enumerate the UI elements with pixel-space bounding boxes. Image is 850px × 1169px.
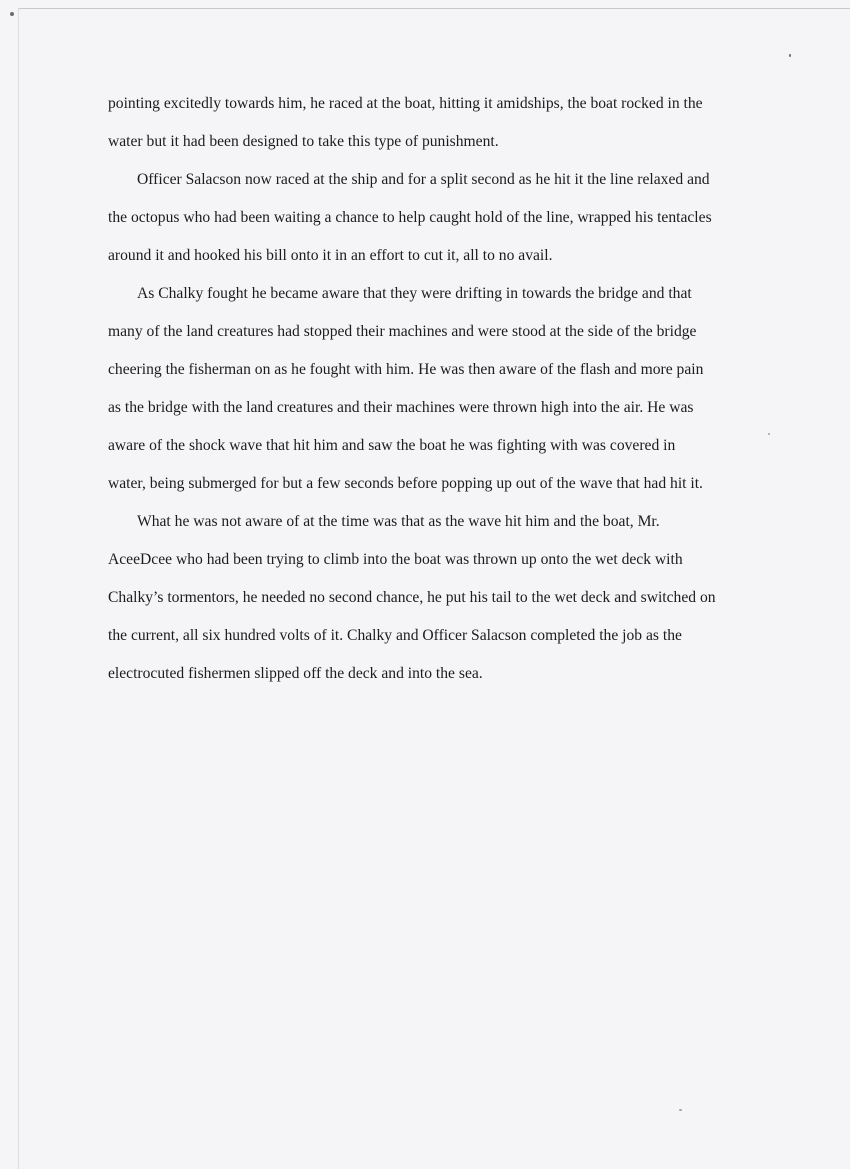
- text-line: water, being submerged for but a few seconds before popping up out of the wave that had hit it.: [108, 475, 703, 492]
- text-line: water but it had been designed to take this type of punishment.: [108, 133, 499, 150]
- paragraph-start-line: As Chalky fought he became aware that they were drifting in towards the bridge and that: [137, 285, 692, 302]
- scan-speck: [789, 54, 791, 57]
- text-line: as the bridge with the land creatures and their machines were thrown high into the air. He was: [108, 399, 694, 416]
- page-top-edge: [18, 8, 850, 9]
- text-line: electrocuted fishermen slipped off the deck and into the sea.: [108, 665, 483, 682]
- paragraph-start-line: Officer Salacson now raced at the ship and for a split second as he hit it the line relaxed and: [137, 171, 710, 188]
- text-line: the current, all six hundred volts of it. Chalky and Officer Salacson completed the job as the: [108, 627, 682, 644]
- document-body: [108, 85, 758, 693]
- text-line: Chalky’s tormentors, he needed no second chance, he put his tail to the wet deck and switched on: [108, 589, 716, 606]
- text-line: cheering the fisherman on as he fought with him. He was then aware of the flash and more pain: [108, 361, 704, 378]
- text-line: many of the land creatures had stopped their machines and were stood at the side of the bridge: [108, 323, 697, 340]
- page-left-edge: [18, 8, 19, 1169]
- paragraph-start-line: What he was not aware of at the time was that as the wave hit him and the boat, Mr.: [137, 513, 660, 530]
- text-line: aware of the shock wave that hit him and saw the boat he was fighting with was covered in: [108, 437, 676, 454]
- scan-speck: [768, 433, 770, 435]
- scan-speck: [10, 12, 14, 16]
- text-line: pointing excitedly towards him, he raced at the boat, hitting it amidships, the boat rocked in the: [108, 95, 703, 112]
- scan-speck: [679, 1109, 682, 1111]
- text-line: around it and hooked his bill onto it in an effort to cut it, all to no avail.: [108, 247, 553, 264]
- text-line: the octopus who had been waiting a chance to help caught hold of the line, wrapped his tentacles: [108, 209, 712, 226]
- text-line: AceeDcee who had been trying to climb into the boat was thrown up onto the wet deck with: [108, 551, 683, 568]
